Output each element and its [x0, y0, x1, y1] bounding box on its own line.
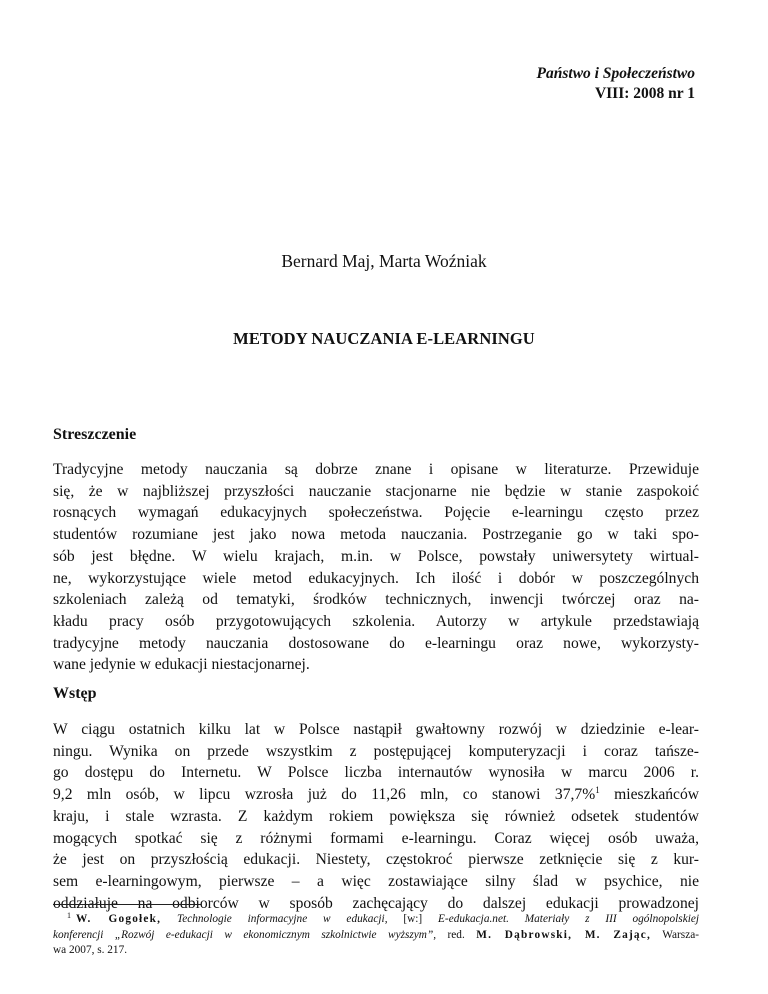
footnote-mark: 1 — [67, 911, 71, 920]
abstract-line: studentów rozumiane jest jako nowa metoda nauczania. Postrzeganie go w taki spo- — [53, 526, 699, 544]
abstract-heading: Streszczenie — [53, 426, 137, 443]
abstract-line: kładu pracy osób przygotowujących szkolenia. Autorzy w artykule przedstawiają — [53, 612, 699, 630]
footnote-reference[interactable]: 1 — [595, 785, 600, 796]
intro-line: sem e-learningowym, pierwsze – a więc zostawiające silny ślad w psychice, nie — [53, 872, 699, 890]
footnote-line — [53, 908, 699, 928]
footnote-source: E-edukacja.net. Materiały z III ogólnopolskiej — [438, 913, 700, 925]
intro-line: kraju, i stale wzrasta. Z każdym rokiem powiększa się również odsetek studentów — [53, 807, 699, 825]
article-authors: Bernard Maj, Marta Woźniak — [281, 251, 487, 271]
footnote-line: wa 2007, s. 217. — [53, 944, 128, 956]
journal-header — [537, 64, 695, 104]
intro-heading: Wstęp — [53, 685, 97, 702]
intro-line: że jest on przyszłością edukacji. Niestety, częstokroć pierwsze zetknięcie się z kur- — [53, 851, 699, 869]
intro-paragraph — [53, 719, 699, 914]
abstract-line: Tradycyjne metody nauczania są dobrze znane i opisane w literaturze. Przewiduje — [53, 461, 699, 478]
abstract-line: się, że w najbliższej przyszłości nauczanie stacjonarne nie będzie w stanie zaspokoić — [53, 482, 699, 500]
article-title: METODY NAUCZANIA E-LEARNINGU — [233, 329, 535, 348]
footnote-line — [53, 928, 699, 944]
footnote — [53, 908, 699, 959]
intro-line: oddziałuje na odbiorców w sposób zachęcający do dalszej edukacji prowadzonej — [53, 894, 699, 912]
intro-line-with-footnote — [53, 784, 699, 806]
intro-line: ningu. Wynika on przede wszystkim z postępującej komputeryzacji i coraz tańsze- — [53, 742, 699, 760]
footnote-divider — [53, 904, 201, 905]
footnote-red: red. — [447, 928, 465, 941]
footnote-editors: M. Dąbrowski, M. Zając, — [476, 928, 651, 941]
abstract-paragraph — [53, 459, 699, 676]
intro-line: go dostępu do Internetu. W Polsce liczba internautów wynosiła w marcu 2006 r. — [53, 764, 699, 782]
abstract-line: sób jest błędne. W wielu krajach, m.in. w Polsce, powstały uniwersytety wirtual- — [53, 547, 699, 565]
footnote-in: [w:] — [403, 913, 423, 925]
footnote-work: Technologie informacyjne w edukacji, — [176, 913, 388, 925]
abstract-line: ne, wykorzystujące wiele metod edukacyjnych. Ich ilość i dobór w poszczególnych — [53, 569, 699, 587]
abstract-line: tradycyjne metody nauczania dostosowane do e-learningu oraz nowe, wykorzysty- — [53, 634, 699, 652]
intro-line-tail: mieszkańców — [599, 786, 700, 804]
footnote-source-cont: konferencji „Rozwój e-edukacji w ekonomicznym szkolnictwie wyższym”, — [53, 928, 437, 941]
journal-issue: VIII: 2008 nr 1 — [594, 85, 695, 102]
footnote-author: W. Gogołek, — [76, 913, 162, 925]
intro-line: mogących spotkać się z różnymi formami e-learningu. Coraz więcej osób uważa, — [53, 829, 699, 847]
intro-line: W ciągu ostatnich kilku lat w Polsce nastąpił gwałtowny rozwój w dziedzinie e-lear- — [53, 721, 699, 738]
intro-line-text: 9,2 mln osób, w lipcu wzrosła już do 11,26 mln, co stanowi 37,7% — [53, 786, 596, 804]
abstract-line: szkoleniach zależą od tematyki, środków technicznych, inwencji twórczej oraz na- — [53, 591, 699, 609]
abstract-line: rosnących wymagań edukacyjnych społeczeństwa. Pojęcie e-learningu często przez — [53, 504, 699, 522]
journal-name: Państwo i Społeczeństwo — [536, 65, 695, 82]
abstract-line: wane jedynie w edukacji niestacjonarnej. — [53, 656, 310, 674]
footnote-place: Warsza- — [662, 928, 699, 941]
